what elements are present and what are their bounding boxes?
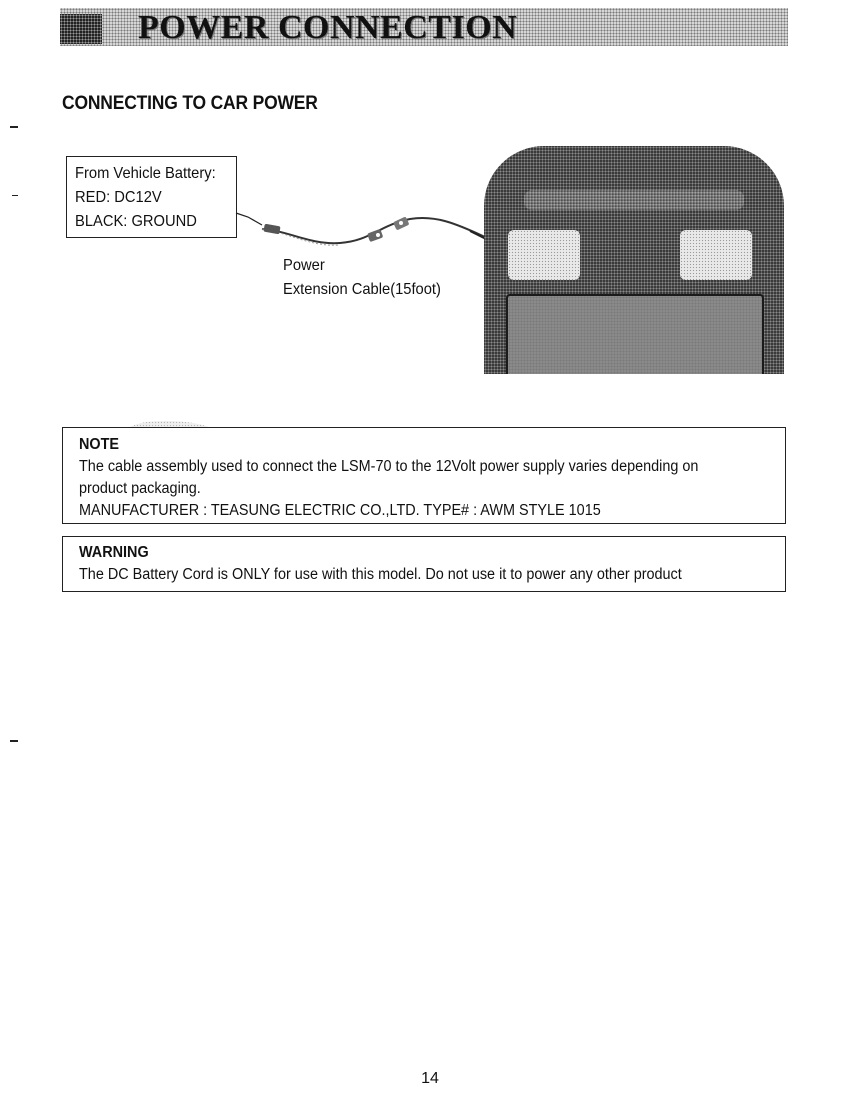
note-line: The cable assembly used to connect the LSM-70 to the 12Volt power supply varies depending on <box>79 458 699 475</box>
warning-box <box>62 536 786 592</box>
battery-label-box <box>66 156 237 238</box>
margin-mark <box>10 740 18 742</box>
warning-title: WARNING <box>79 544 149 561</box>
cable-caption-line: Extension Cable(15foot) <box>283 281 441 298</box>
cable-caption <box>283 254 455 302</box>
device-screen <box>506 294 764 374</box>
section-heading: CONNECTING TO CAR POWER <box>62 93 318 114</box>
warning-line: The DC Battery Cord is ONLY for use with this model. Do not use it to power any other product <box>79 566 682 583</box>
margin-mark <box>12 195 18 196</box>
margin-mark <box>10 126 18 128</box>
battery-label-line: From Vehicle Battery: <box>75 165 216 182</box>
battery-label-line: RED: DC12V <box>75 189 162 206</box>
note-line: MANUFACTURER : TEASUNG ELECTRIC CO.,LTD. TYPE# : AWM STYLE 1015 <box>79 502 601 519</box>
page-title: POWER CONNECTION <box>138 9 518 46</box>
device-control-band <box>524 190 744 210</box>
battery-label-line: BLACK: GROUND <box>75 213 197 230</box>
note-line: product packaging. <box>79 480 201 497</box>
device-dome-light-right <box>680 230 752 280</box>
header-square-icon <box>60 14 102 44</box>
cable-caption-line: Power <box>283 257 325 274</box>
note-box <box>62 427 786 524</box>
overhead-monitor-illustration <box>484 146 784 374</box>
page-number: 14 <box>421 1070 439 1087</box>
device-dome-light-left <box>508 230 580 280</box>
note-title: NOTE <box>79 436 120 453</box>
